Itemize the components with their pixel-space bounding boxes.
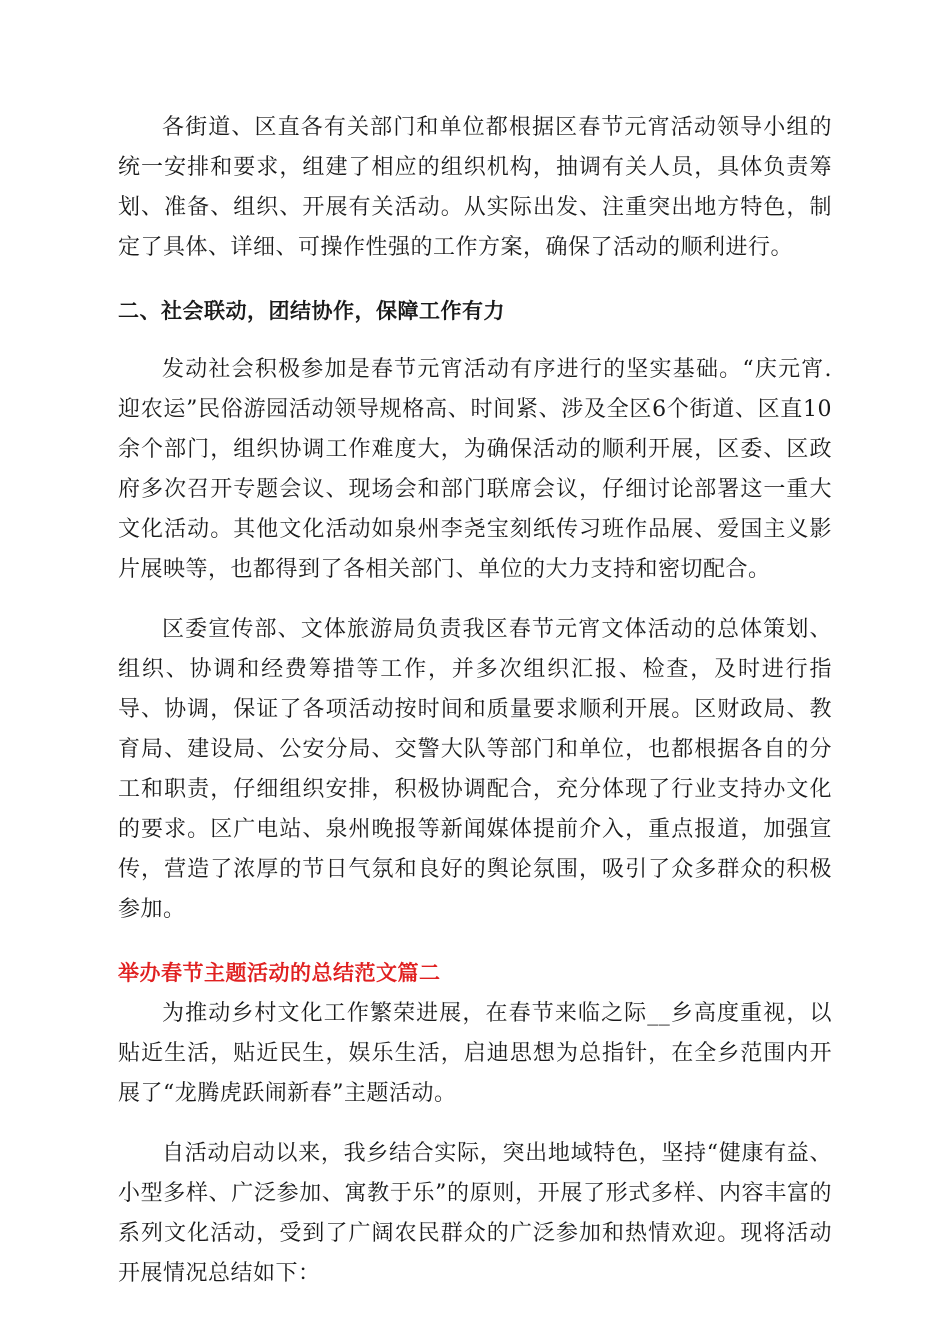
paragraph-activity-summary: 自活动启动以来，我乡结合实际，突出地域特色，坚持“健康有益、小型多样、广泛参加、寓教于乐”的原则，开展了形式多样、内容丰富的系列文化活动，受到了广阔农民群众的广泛参加和热情欢迎。现将活动开展情况总结如下： (118, 1141, 832, 1286)
paragraph-organization: 各街道、区直各有关部门和单位都根据区春节元宵活动领导小组的统一安排和要求，组建了相应的组织机构，抽调有关人员，具体负责筹划、准备、组织、开展有关活动。从实际出发、注重突出地方特色，制定了具体、详细、可操作性强的工作方案，确保了活动的顺利进行。 (118, 115, 832, 260)
paragraph-village-culture: 为推动乡村文化工作繁荣进展，在春节来临之际__乡高度重视，以贴近生活，贴近民生，娱乐生活，启迪思想为总指针，在全乡范围内开展了“龙腾虎跃闹新春”主题活动。 (118, 1001, 832, 1106)
section-title-part-two: 举办春节主题活动的总结范文篇二 (118, 961, 441, 985)
paragraph-social-participation: 发动社会积极参加是春节元宵活动有序进行的坚实基础。“庆元宵.迎农运”民俗游园活动领导规格高、时间紧、涉及全区6个街道、区直10余个部门，组织协调工作难度大，为确保活动的顺利开展，区委、区政府多次召开专题会议、现场会和部门联席会议，仔细讨论部署这一重大文化活动。其他文化活动如泉州李尧宝刻纸传习班作品展、爱国主义影片展映等，也都得到了各相关部门、单位的大力支持和密切配合。 (118, 357, 832, 582)
paragraph-department-coordination: 区委宣传部、文体旅游局负责我区春节元宵文体活动的总体策划、组织、协调和经费筹措等工作，并多次组织汇报、检查，及时进行指导、协调，保证了各项活动按时间和质量要求顺利开展。区财政局、教育局、建设局、公安分局、交警大队等部门和单位，也都根据各自的分工和职责，仔细组织安排，积极协调配合，充分体现了行业支持办文化的要求。区广电站、泉州晚报等新闻媒体提前介入，重点报道，加强宣传，营造了浓厚的节日气氛和良好的舆论氛围，吸引了众多群众的积极参加。 (118, 617, 832, 922)
heading-social-linkage: 二、社会联动，团结协作，保障工作有力 (118, 299, 505, 323)
